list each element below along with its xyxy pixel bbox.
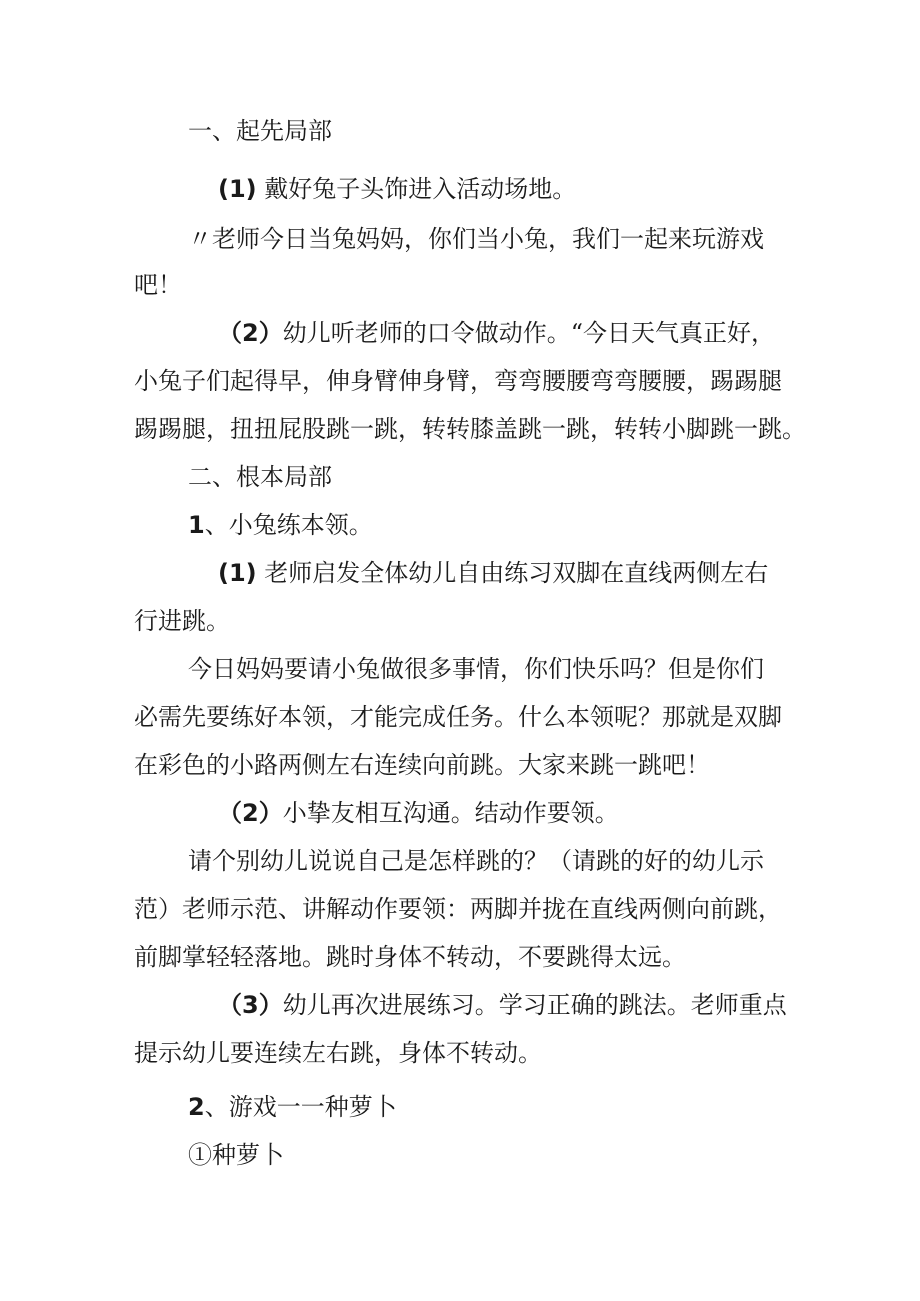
- subsection-heading: [188, 1092, 397, 1122]
- section-heading-2: [188, 462, 332, 492]
- line-text: 幼儿听老师的口令做动作。“今日天气真正好，: [282, 319, 775, 347]
- line-text: 戴好兔子头饰进入活动场地。: [256, 175, 577, 203]
- paragraph-line: [134, 270, 182, 300]
- paragraph-line: [188, 846, 764, 876]
- item-number: （3）: [218, 991, 283, 1019]
- paragraph-line: [134, 414, 806, 444]
- line-text: 范）老师示范、讲解动作要领：两脚并拢在直线两侧向前跳，: [134, 895, 782, 923]
- line-text: 必需先要练好本领，才能完成任务。什么本领呢？那就是双脚: [134, 703, 782, 731]
- paragraph-line: [218, 558, 768, 588]
- item-number: (1): [218, 175, 257, 203]
- line-text: 、游戏一一种萝卜: [204, 1093, 397, 1121]
- paragraph-line: [218, 798, 619, 828]
- line-text: 吧！: [134, 271, 182, 299]
- paragraph-line: [188, 654, 764, 684]
- line-text: 请个别幼儿说说自己是怎样跳的？（请跳的好的幼儿示: [188, 847, 764, 875]
- paragraph-line: [134, 606, 230, 636]
- line-text: 幼儿再次进展练习。学习正确的跳法。老师重点: [282, 991, 787, 1019]
- line-text: 在彩色的小路两侧左右连续向前跳。大家来跳一跳吧！: [134, 751, 710, 779]
- item-number: 2: [188, 1093, 205, 1121]
- paragraph-line: [188, 224, 764, 254]
- paragraph-line: [134, 942, 686, 972]
- paragraph-line: [218, 318, 775, 348]
- line-text: 〃老师今日当兔妈妈，你们当小兔，我们一起来玩游戏: [188, 225, 764, 253]
- line-text: ①种萝卜: [188, 1141, 284, 1169]
- line-text: 、小兔练本领。: [204, 511, 373, 539]
- section-heading-1: [188, 116, 332, 146]
- line-text: 行进跳。: [134, 607, 230, 635]
- line-text: 前脚掌轻轻落地。跳时身体不转动，不要跳得太远。: [134, 943, 686, 971]
- paragraph-line: [134, 366, 782, 396]
- paragraph-line: [134, 750, 710, 780]
- paragraph-line: [134, 894, 782, 924]
- line-text: 小兔子们起得早，伸身臂伸身臂，弯弯腰腰弯弯腰腰，踢踢腿: [134, 367, 782, 395]
- heading-text: 二、根本局部: [188, 463, 332, 491]
- item-number: (1): [218, 559, 257, 587]
- paragraph-line: [218, 174, 576, 204]
- subsection-heading: [188, 510, 373, 540]
- line-text: 今日妈妈要请小兔做很多事情，你们快乐吗？但是你们: [188, 655, 764, 683]
- line-text: 提示幼儿要连续左右跳，身体不转动。: [134, 1039, 542, 1067]
- paragraph-line: [188, 1140, 284, 1170]
- paragraph-line: [134, 702, 782, 732]
- item-number: （2）: [218, 799, 283, 827]
- item-number: （2）: [218, 319, 283, 347]
- paragraph-line: [134, 1038, 542, 1068]
- heading-text: 一、起先局部: [188, 117, 332, 145]
- item-number: 1: [188, 511, 205, 539]
- paragraph-line: [218, 990, 787, 1020]
- line-text: 踢踢腿，扭扭屁股跳一跳，转转膝盖跳一跳，转转小脚跳一跳。: [134, 415, 806, 443]
- line-text: 小挚友相互沟通。结动作要领。: [282, 799, 619, 827]
- line-text: 老师启发全体幼儿自由练习双脚在直线两侧左右: [256, 559, 769, 587]
